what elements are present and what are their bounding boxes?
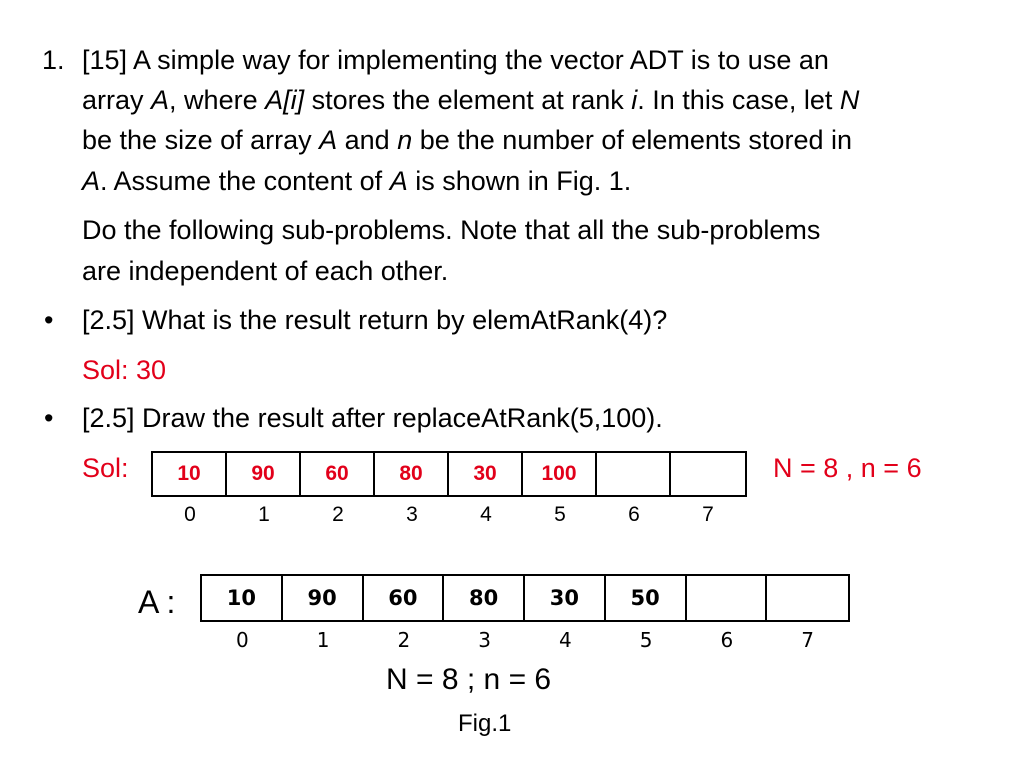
array-cell: 10 — [202, 576, 283, 620]
question-1: [2.5] What is the result return by elemAtRank(4)? — [82, 305, 668, 335]
text-segment: stores the element at rank — [304, 85, 632, 115]
italic-term: n — [397, 125, 413, 155]
array-index: 7 — [801, 628, 814, 652]
array-index: 2 — [332, 503, 344, 526]
text-segment: , where — [169, 85, 266, 115]
array-index: 2 — [397, 628, 411, 652]
problem-line-4 — [82, 161, 631, 201]
array-cell — [671, 453, 745, 495]
figure-array — [200, 574, 850, 622]
text-segment: be the number of elements stored in — [412, 125, 852, 155]
text-segment: . Assume the content of — [100, 166, 390, 196]
figure-array-indices — [202, 628, 848, 652]
text-segment: array — [82, 85, 152, 115]
array-cell: 60 — [301, 453, 375, 495]
text-segment: be the size of array — [82, 125, 320, 155]
array-index: 6 — [720, 628, 734, 652]
text-segment: . In this case, let — [637, 85, 840, 115]
figure-array-label: A : — [138, 584, 176, 620]
question-2: [2.5] Draw the result after replaceAtRank(5,100). — [82, 403, 663, 433]
array-index: 5 — [639, 628, 653, 652]
array-index: 4 — [559, 628, 572, 652]
array-cell — [597, 453, 671, 495]
array-index: 3 — [406, 503, 418, 526]
solution-array — [151, 451, 747, 497]
italic-term: A — [82, 166, 101, 196]
text-segment: [15] A simple way for implementing the vector ADT is to use an — [82, 45, 829, 75]
array-cell — [767, 576, 848, 620]
array-cell: 30 — [449, 453, 523, 495]
bullet-1: • — [44, 305, 54, 335]
array-index: 5 — [554, 503, 566, 526]
instruction-line-1: Do the following sub-problems. Note that all the sub-problems — [82, 215, 821, 245]
array-index: 1 — [316, 628, 330, 652]
problem-line-1 — [82, 40, 829, 80]
array-cell: 90 — [227, 453, 301, 495]
italic-term: A — [389, 166, 408, 196]
bullet-2: • — [44, 403, 54, 433]
solution-2-label: Sol: — [82, 453, 129, 483]
problem-number: 1. — [42, 45, 65, 75]
text-segment: is shown in Fig. 1. — [407, 166, 632, 196]
italic-term: A — [151, 85, 170, 115]
array-cell: 10 — [153, 453, 227, 495]
italic-term: i — [631, 85, 638, 115]
array-cell: 100 — [523, 453, 597, 495]
italic-term: N — [839, 85, 860, 115]
solution-1: Sol: 30 — [82, 355, 167, 385]
array-cell: 80 — [375, 453, 449, 495]
instruction-line-2: are independent of each other. — [82, 256, 449, 286]
solution-size-note: N = 8 , n = 6 — [773, 453, 922, 483]
problem-line-2 — [82, 80, 859, 120]
problem-line-3 — [82, 120, 852, 160]
array-index: 0 — [236, 628, 249, 652]
array-cell: 50 — [606, 576, 687, 620]
figure-caption: Fig.1 — [458, 710, 512, 737]
array-index: 4 — [480, 503, 492, 526]
figure-size-note: N = 8 ; n = 6 — [386, 663, 552, 696]
array-index: 6 — [628, 503, 640, 526]
array-cell — [687, 576, 768, 620]
array-cell: 30 — [525, 576, 606, 620]
solution-array-indices — [153, 503, 745, 527]
italic-term: A — [319, 125, 338, 155]
array-index: 3 — [478, 628, 491, 652]
array-cell: 60 — [364, 576, 445, 620]
array-cell: 80 — [444, 576, 525, 620]
array-index: 7 — [702, 503, 714, 526]
italic-term: A[i] — [265, 85, 305, 115]
text-segment: and — [337, 125, 398, 155]
array-cell: 90 — [283, 576, 364, 620]
array-index: 1 — [258, 503, 270, 526]
array-index: 0 — [184, 503, 196, 526]
